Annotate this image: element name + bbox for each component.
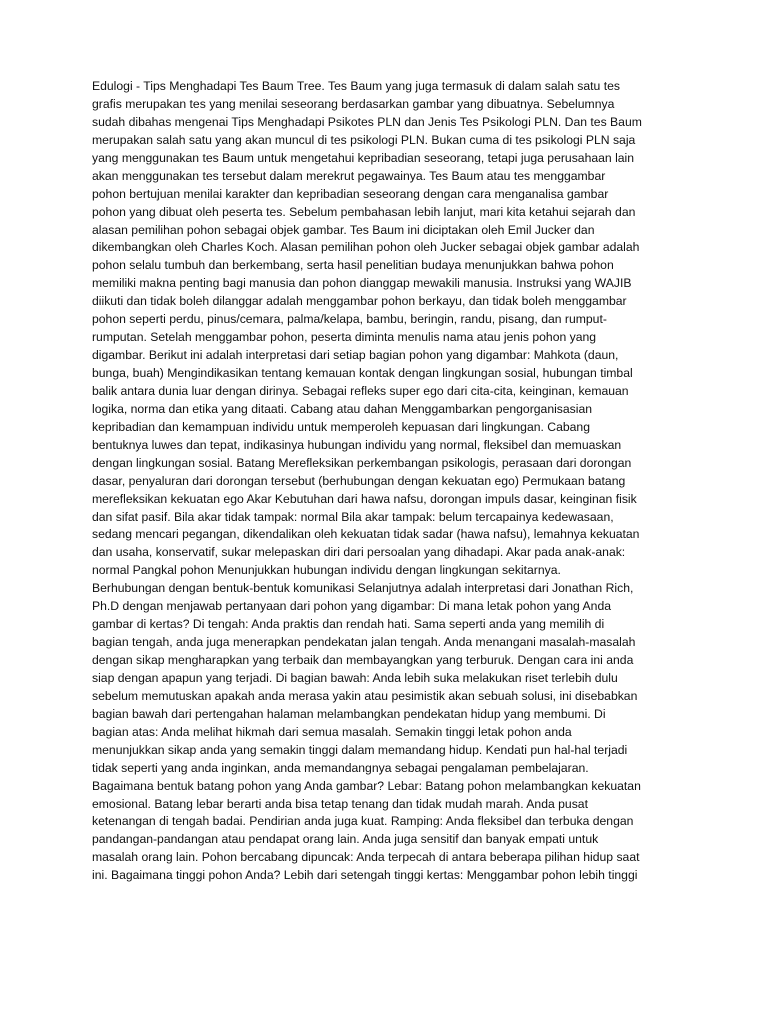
text-line: kepribadian dan kemampuan individu untuk memperoleh kepuasan dari lingkungan. Cabang — [92, 419, 590, 434]
text-line: diikuti dan tidak boleh dilanggar adalah menggambar pohon berkayu, dan tidak boleh menggambar — [92, 294, 627, 309]
text-line: sudah dibahas mengenai Tips Menghadapi Psikotes PLN dan Jenis Tes Psikologi PLN. Dan tes Baum — [92, 114, 642, 129]
text-line: dan sifat pasif. Bila akar tidak tampak: normal Bila akar tampak: belum tercapainya kedewasaan, — [92, 509, 614, 524]
text-line: balik antara dunia luar dengan dirinya. Sebagai refleks super ego dari cita-cita, keinginan, kemauan — [92, 383, 629, 398]
text-line: bagian bawah dari pertengahan halaman melambangkan pendekatan hidup yang membumi. Di — [92, 706, 606, 721]
text-line: bagian tengah, anda juga menerapkan pendekatan jalan tengah. Anda menangani masalah-masalah — [92, 635, 636, 650]
text-line: dikembangkan oleh Charles Koch. Alasan pemilihan pohon oleh Jucker sebagai objek gambar adalah — [92, 240, 640, 255]
article-body — [92, 78, 682, 885]
text-line: pohon yang dibuat oleh peserta tes. Sebelum pembahasan lebih lanjut, mari kita ketahui sejarah dan — [92, 204, 636, 219]
text-line: pandangan-pandangan atau pendapat orang lain. Anda juga sensitif dan banyak empati untuk — [92, 832, 599, 847]
text-line: digambar. Berikut ini adalah interpretasi dari setiap bagian pohon yang digambar: Mahkota (daun, — [92, 348, 619, 363]
text-line: masalah orang lain. Pohon bercabang dipuncak: Anda terpecah di antara beberapa pilihan hidup saat — [92, 850, 640, 865]
text-line: pohon selalu tumbuh dan berkembang, serta hasil penelitian budaya menunjukkan bahwa pohon — [92, 258, 614, 273]
text-line: dasar, penyaluran dari dorongan tersebut (berhubungan dengan kekuatan ego) Permukaan batang — [92, 473, 626, 488]
text-line: pohon seperti perdu, pinus/cemara, palma/kelapa, bambu, beringin, randu, pisang, dan rumput- — [92, 312, 607, 327]
text-line: normal Pangkal pohon Menunjukkan hubungan individu dengan lingkungan sekitarnya. — [92, 563, 561, 578]
text-line: Bagaimana bentuk batang pohon yang Anda gambar? Lebar: Batang pohon melambangkan kekuatan — [92, 778, 641, 793]
text-line: tidak seperti yang anda inginkan, anda memandangnya sebagai pengalaman pembelajaran. — [92, 760, 589, 775]
text-line: menunjukkan sikap anda yang semakin tinggi dalam memandang hidup. Kendati pun hal-hal terjadi — [92, 742, 628, 757]
text-line: rumputan. Setelah menggambar pohon, peserta diminta menulis nama atau jenis pohon yang — [92, 330, 597, 345]
text-line: dan usaha, konservatif, sukar melepaskan diri dari persoalan yang dihadapi. Akar pada anak-anak: — [92, 545, 626, 560]
text-line: ini. Bagaimana tinggi pohon Anda? Lebih dari setengah tinggi kertas: Menggambar pohon lebih tinggi — [92, 868, 638, 883]
text-line: dengan sikap mengharapkan yang terbaik dan membayangkan yang terburuk. Dengan cara ini anda — [92, 653, 634, 667]
text-line: Berhubungan dengan bentuk-bentuk komunikasi Selanjutnya adalah interpretasi dari Jonathan Rich, — [92, 581, 634, 596]
text-line: memiliki makna penting bagi manusia dan pohon dianggap mewakili manusia. Instruksi yang WAJIB — [92, 276, 632, 291]
text-line: logika, norma dan etika yang ditaati. Cabang atau dahan Menggambarkan pengorganisasian — [92, 401, 593, 416]
text-line: Ph.D dengan menjawab pertanyaan dari pohon yang digambar: Di mana letak pohon yang Anda — [92, 599, 612, 614]
text-line: grafis merupakan tes yang menilai seseorang berdasarkan gambar yang dibuatnya. Sebelumnya — [92, 96, 615, 111]
text-line: pohon bertujuan menilai karakter dan kepribadian seseorang dengan cara menganalisa gambar — [92, 186, 609, 201]
text-line: merupakan salah satu yang akan muncul di tes psikologi PLN. Bukan cuma di tes psikologi PLN saja — [92, 132, 636, 147]
text-line: sebelum memutuskan apakah anda merasa yakin atau pesimistik akan sebuah solusi, ini disebabkan — [92, 688, 638, 703]
text-line: merefleksikan kekuatan ego Akar Kebutuhan dari hawa nafsu, dorongan impuls dasar, keinginan fisik — [92, 491, 637, 506]
text-line: siap dengan apapun yang terjadi. Di bagian bawah: Anda lebih suka melakukan riset terlebih dulu — [92, 670, 618, 685]
text-line: emosional. Batang lebar berarti anda bisa tetap tenang dan tidak mudah marah. Anda pusat — [92, 796, 588, 811]
text-line: dengan lingkungan sosial. Batang Merefleksikan perkembangan psikologis, perasaan dari dorongan — [92, 455, 632, 470]
text-line: alasan pemilihan pohon sebagai objek gambar. Tes Baum ini diciptakan oleh Emil Jucker dan — [92, 222, 595, 237]
text-line: bagian atas: Anda melihat hikmah dari semua masalah. Semakin tinggi letak pohon anda — [92, 724, 572, 739]
text-line: Edulogi - Tips Menghadapi Tes Baum Tree. Tes Baum yang juga termasuk di dalam salah satu tes — [92, 79, 620, 93]
text-line: ketenangan di tengah badai. Pendirian anda juga kuat. Ramping: Anda fleksibel dan terbuka dengan — [92, 814, 634, 829]
text-line: yang menggunakan tes Baum untuk mengetahui kepribadian seseorang, tetapi juga perusahaan lain — [92, 150, 635, 165]
text-line: gambar di kertas? Di tengah: Anda praktis dan rendah hati. Sama seperti anda yang memilih di — [92, 617, 605, 632]
text-line: akan menggunakan tes tersebut dalam merekrut pegawainya. Tes Baum atau tes menggambar — [92, 168, 606, 183]
text-line: bentuknya luwes dan tepat, indikasinya hubungan individu yang normal, fleksibel dan memuaskan — [92, 437, 622, 452]
text-line: bunga, buah) Mengindikasikan tentang kemauan kontak dengan lingkungan sosial, hubungan timbal — [92, 366, 633, 380]
text-line: sedang mencari pegangan, dikendalikan oleh kekuatan tidak sadar (hawa nafsu), lemahnya kekuatan — [92, 527, 640, 542]
